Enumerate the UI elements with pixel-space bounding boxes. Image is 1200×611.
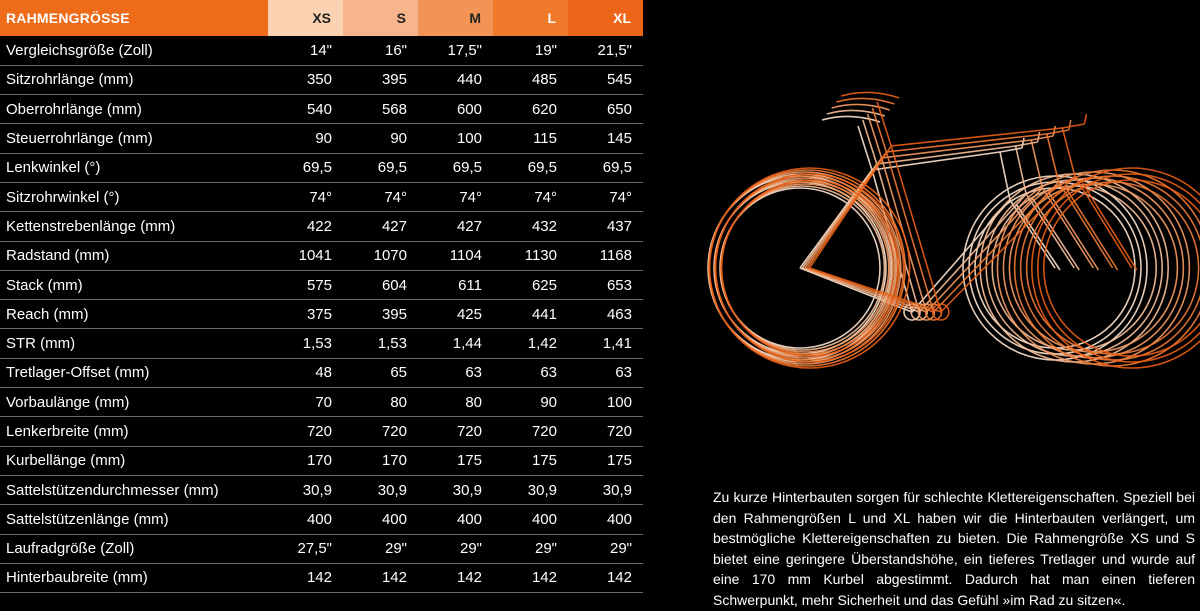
table-cell-l: 63 bbox=[493, 358, 568, 387]
table-cell-s: 16" bbox=[343, 36, 418, 65]
table-cell-xl: 63 bbox=[568, 358, 643, 387]
table-cell-xl: 437 bbox=[568, 212, 643, 241]
table-cell-l: 69,5 bbox=[493, 153, 568, 182]
table-cell-l: 30,9 bbox=[493, 475, 568, 504]
table-cell-l: 625 bbox=[493, 270, 568, 299]
table-row bbox=[0, 358, 643, 387]
table-cell-m: 63 bbox=[418, 358, 493, 387]
table-row bbox=[0, 182, 643, 211]
row-label: Reach (mm) bbox=[0, 300, 268, 329]
table-cell-l: 142 bbox=[493, 563, 568, 592]
table-cell-m: 720 bbox=[418, 417, 493, 446]
table-cell-xs: 30,9 bbox=[268, 475, 343, 504]
table-row bbox=[0, 417, 643, 446]
row-label: STR (mm) bbox=[0, 329, 268, 358]
row-label: Kettenstrebenlänge (mm) bbox=[0, 212, 268, 241]
table-cell-xl: 1,41 bbox=[568, 329, 643, 358]
table-cell-s: 395 bbox=[343, 65, 418, 94]
table-cell-xl: 1168 bbox=[568, 241, 643, 270]
table-cell-m: 80 bbox=[418, 388, 493, 417]
table-cell-xs: 27,5" bbox=[268, 534, 343, 563]
table-cell-m: 17,5" bbox=[418, 36, 493, 65]
table-cell-l: 115 bbox=[493, 124, 568, 153]
table-cell-xs: 90 bbox=[268, 124, 343, 153]
table-row bbox=[0, 65, 643, 94]
table-cell-xs: 142 bbox=[268, 563, 343, 592]
table-cell-m: 175 bbox=[418, 446, 493, 475]
table-row bbox=[0, 563, 643, 592]
bike-illustration bbox=[690, 90, 1200, 420]
table-cell-m: 100 bbox=[418, 124, 493, 153]
table-row bbox=[0, 212, 643, 241]
row-label: Sattelstützendurchmesser (mm) bbox=[0, 475, 268, 504]
table-row bbox=[0, 241, 643, 270]
table-cell-xl: 21,5" bbox=[568, 36, 643, 65]
table-cell-xs: 1,53 bbox=[268, 329, 343, 358]
table-cell-m: 440 bbox=[418, 65, 493, 94]
table-cell-s: 80 bbox=[343, 388, 418, 417]
table-cell-s: 720 bbox=[343, 417, 418, 446]
row-label: Tretlager-Offset (mm) bbox=[0, 358, 268, 387]
table-cell-m: 69,5 bbox=[418, 153, 493, 182]
table-cell-m: 1,44 bbox=[418, 329, 493, 358]
table-cell-xl: 142 bbox=[568, 563, 643, 592]
description-text: Zu kurze Hinterbauten sorgen für schlechte Klettereigenschaften. Speziell bei den Rahmengrößen L und XL haben wir die Hinterbauten verlängert, um bestmögliche Klettereigenschaften zu bieten. Die Rahmengröße XS und S bietet eine geringere Überstandshöhe, ein tieferes Tretlager und wurde auf eine 170 mm Kurbel abgestimmt. Dadurch hat man einen tieferen Schwerpunkt, mehr Sicherheit und das Gefühl »im Rad zu sitzen«. bbox=[713, 489, 1195, 608]
table-cell-xs: 14" bbox=[268, 36, 343, 65]
table-cell-xl: 100 bbox=[568, 388, 643, 417]
table-row bbox=[0, 329, 643, 358]
table-cell-s: 74° bbox=[343, 182, 418, 211]
table-cell-xs: 1041 bbox=[268, 241, 343, 270]
table-cell-s: 568 bbox=[343, 95, 418, 124]
table-cell-xl: 145 bbox=[568, 124, 643, 153]
row-label: Lenkerbreite (mm) bbox=[0, 417, 268, 446]
row-label: Vergleichsgröße (Zoll) bbox=[0, 36, 268, 65]
table-cell-s: 604 bbox=[343, 270, 418, 299]
table-body bbox=[0, 36, 643, 593]
size-header-m: M bbox=[418, 0, 493, 36]
table-cell-m: 1104 bbox=[418, 241, 493, 270]
row-label: Steuerrohrlänge (mm) bbox=[0, 124, 268, 153]
table-row bbox=[0, 534, 643, 563]
table-cell-s: 65 bbox=[343, 358, 418, 387]
table-cell-l: 620 bbox=[493, 95, 568, 124]
table-cell-l: 720 bbox=[493, 417, 568, 446]
table-row bbox=[0, 300, 643, 329]
table-cell-xs: 48 bbox=[268, 358, 343, 387]
table-cell-s: 395 bbox=[343, 300, 418, 329]
table-cell-xl: 545 bbox=[568, 65, 643, 94]
row-label: Radstand (mm) bbox=[0, 241, 268, 270]
table-cell-xs: 350 bbox=[268, 65, 343, 94]
row-label: Stack (mm) bbox=[0, 270, 268, 299]
table-cell-l: 1130 bbox=[493, 241, 568, 270]
row-label: Oberrohrlänge (mm) bbox=[0, 95, 268, 124]
table-row bbox=[0, 505, 643, 534]
table-cell-xl: 650 bbox=[568, 95, 643, 124]
table-cell-s: 400 bbox=[343, 505, 418, 534]
table-cell-l: 90 bbox=[493, 388, 568, 417]
table-cell-s: 69,5 bbox=[343, 153, 418, 182]
table-row bbox=[0, 95, 643, 124]
table-cell-m: 74° bbox=[418, 182, 493, 211]
size-header-xl: XL bbox=[568, 0, 643, 36]
size-header-l: L bbox=[493, 0, 568, 36]
table-cell-s: 1,53 bbox=[343, 329, 418, 358]
table-cell-l: 400 bbox=[493, 505, 568, 534]
table-cell-l: 432 bbox=[493, 212, 568, 241]
table-cell-xs: 422 bbox=[268, 212, 343, 241]
table-cell-m: 600 bbox=[418, 95, 493, 124]
table-cell-xl: 175 bbox=[568, 446, 643, 475]
table-cell-xl: 69,5 bbox=[568, 153, 643, 182]
row-label: Sitzrohrlänge (mm) bbox=[0, 65, 268, 94]
size-header-s: S bbox=[343, 0, 418, 36]
size-header-xs: XS bbox=[268, 0, 343, 36]
table-cell-xs: 575 bbox=[268, 270, 343, 299]
table-row bbox=[0, 124, 643, 153]
table-cell-xs: 720 bbox=[268, 417, 343, 446]
table-cell-l: 19" bbox=[493, 36, 568, 65]
table-cell-xs: 400 bbox=[268, 505, 343, 534]
table-cell-l: 441 bbox=[493, 300, 568, 329]
table-cell-l: 74° bbox=[493, 182, 568, 211]
table-cell-s: 427 bbox=[343, 212, 418, 241]
table-cell-s: 1070 bbox=[343, 241, 418, 270]
table-cell-l: 29" bbox=[493, 534, 568, 563]
table-cell-s: 29" bbox=[343, 534, 418, 563]
table-row bbox=[0, 388, 643, 417]
table-cell-m: 611 bbox=[418, 270, 493, 299]
table-cell-m: 425 bbox=[418, 300, 493, 329]
table-row bbox=[0, 475, 643, 504]
table-cell-s: 170 bbox=[343, 446, 418, 475]
table-row bbox=[0, 153, 643, 182]
table-cell-s: 30,9 bbox=[343, 475, 418, 504]
table-cell-xs: 74° bbox=[268, 182, 343, 211]
table-cell-s: 142 bbox=[343, 563, 418, 592]
table-cell-xl: 74° bbox=[568, 182, 643, 211]
table-row bbox=[0, 270, 643, 299]
table-cell-l: 175 bbox=[493, 446, 568, 475]
table-cell-m: 400 bbox=[418, 505, 493, 534]
table-cell-xl: 29" bbox=[568, 534, 643, 563]
table-cell-m: 142 bbox=[418, 563, 493, 592]
table-header-row bbox=[0, 0, 643, 36]
table-cell-l: 485 bbox=[493, 65, 568, 94]
row-label: Kurbellänge (mm) bbox=[0, 446, 268, 475]
table-cell-xl: 400 bbox=[568, 505, 643, 534]
table-cell-xl: 30,9 bbox=[568, 475, 643, 504]
row-label: Lenkwinkel (°) bbox=[0, 153, 268, 182]
table-cell-xl: 653 bbox=[568, 270, 643, 299]
table-cell-xs: 69,5 bbox=[268, 153, 343, 182]
table-cell-m: 29" bbox=[418, 534, 493, 563]
bike-geometry-overlay-icon bbox=[690, 90, 1200, 420]
row-label: Laufradgröße (Zoll) bbox=[0, 534, 268, 563]
table-cell-xs: 375 bbox=[268, 300, 343, 329]
row-label: Sattelstützenlänge (mm) bbox=[0, 505, 268, 534]
table-row bbox=[0, 36, 643, 65]
row-label: Vorbaulänge (mm) bbox=[0, 388, 268, 417]
frame-size-header: RAHMENGRÖSSE bbox=[0, 0, 268, 36]
bike-outline-size-2 bbox=[709, 104, 1190, 364]
table-cell-s: 90 bbox=[343, 124, 418, 153]
table-cell-xs: 170 bbox=[268, 446, 343, 475]
table-cell-m: 427 bbox=[418, 212, 493, 241]
table-cell-xl: 463 bbox=[568, 300, 643, 329]
table-cell-m: 30,9 bbox=[418, 475, 493, 504]
table-row bbox=[0, 446, 643, 475]
table-cell-xs: 70 bbox=[268, 388, 343, 417]
bike-outline-size-1 bbox=[708, 110, 1168, 362]
table-cell-xs: 540 bbox=[268, 95, 343, 124]
table-cell-xl: 720 bbox=[568, 417, 643, 446]
table-cell-l: 1,42 bbox=[493, 329, 568, 358]
row-label: Hinterbaubreite (mm) bbox=[0, 563, 268, 592]
row-label: Sitzrohrwinkel (°) bbox=[0, 182, 268, 211]
